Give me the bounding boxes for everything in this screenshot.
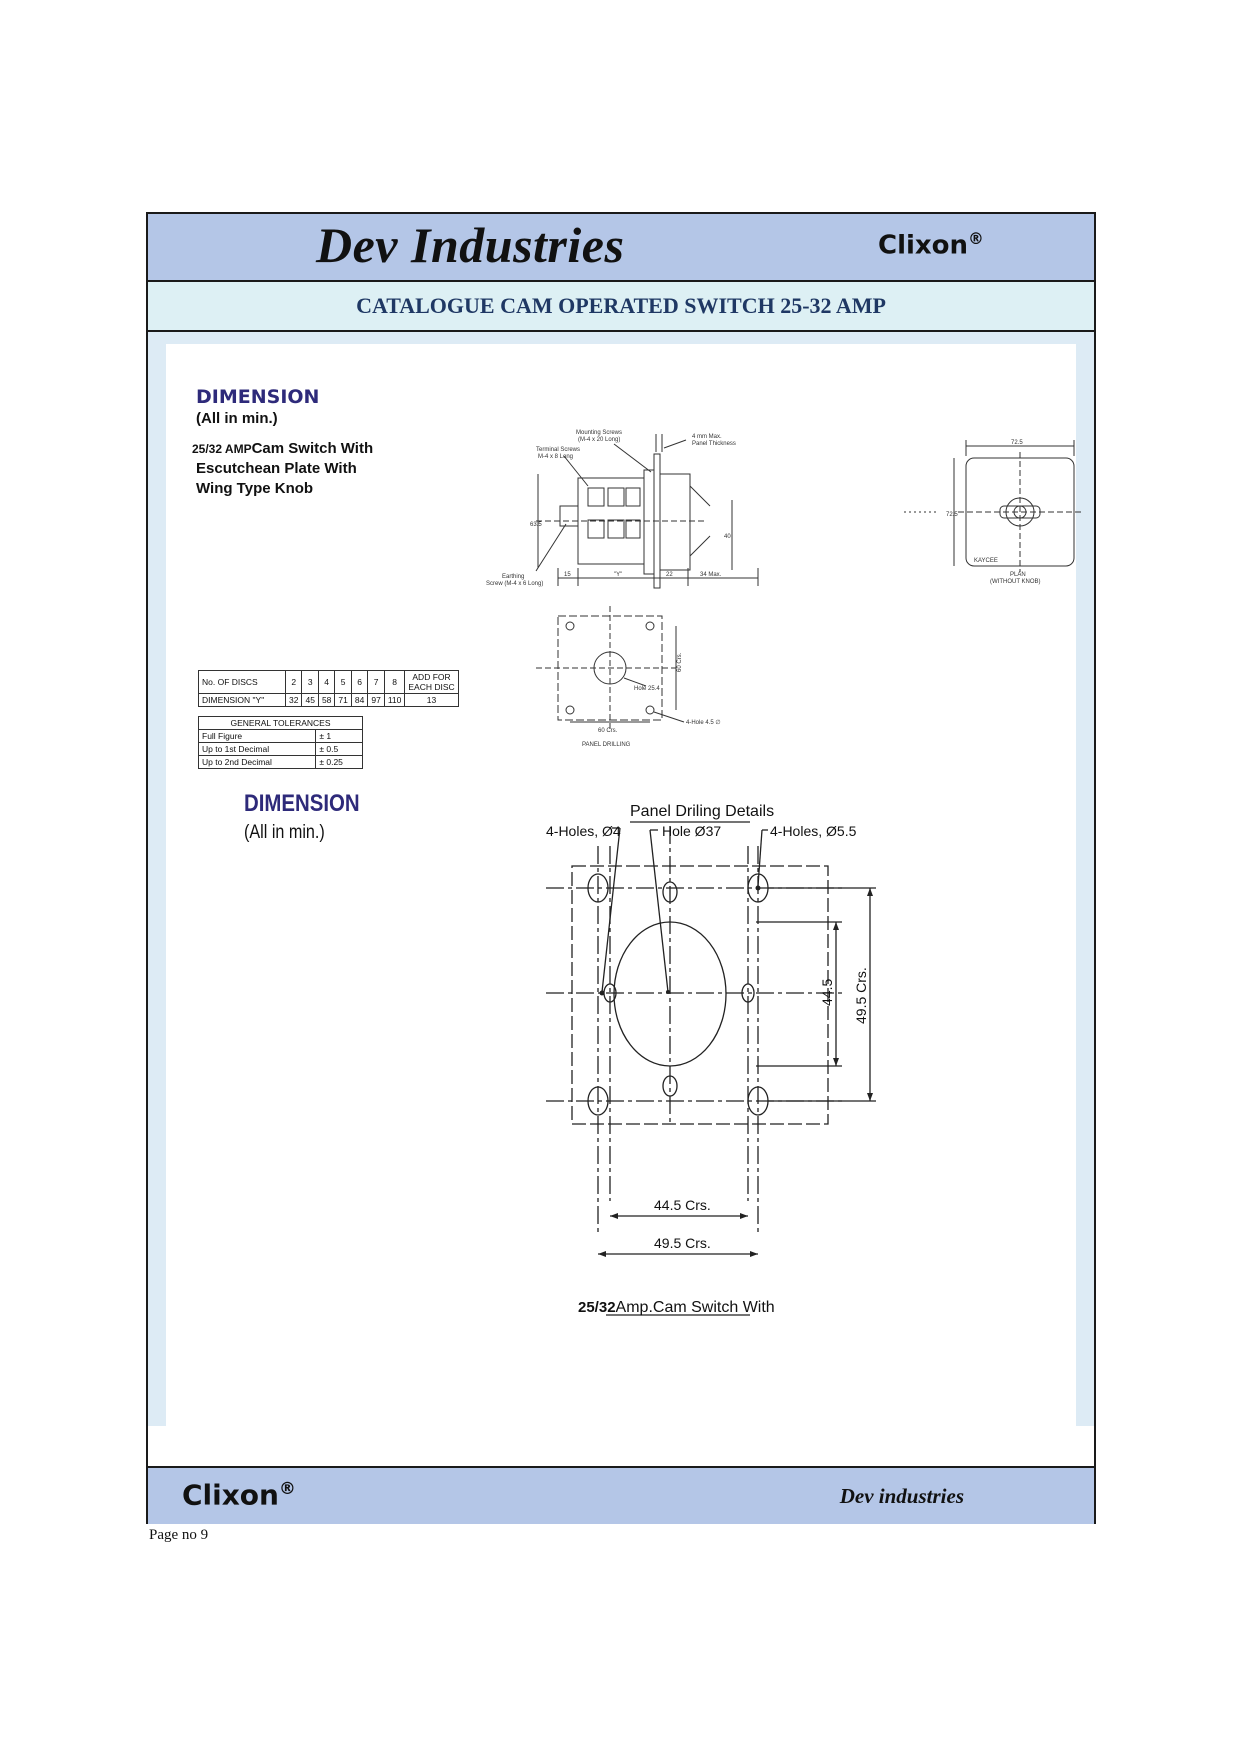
plan-sub: (WITHOUT KNOB) <box>990 579 1041 585</box>
dims-label: DIMENSION "Y" <box>199 694 286 707</box>
kaycee-label: KAYCEE <box>974 558 998 564</box>
terminal-label: Terminal Screws <box>536 447 581 453</box>
disc-cell: 5 <box>335 671 351 694</box>
section1-desc-line1 <box>192 440 373 457</box>
tolerance-value: ± 0.25 <box>316 756 363 769</box>
footer-company: Dev industries <box>839 1484 964 1508</box>
section2-heading: DIMENSION <box>244 790 360 817</box>
dim-cell: 71 <box>335 694 351 707</box>
drawing-caption <box>578 1299 775 1316</box>
disc-cell: 7 <box>368 671 384 694</box>
dim-cell: 45 <box>302 694 318 707</box>
tolerances-title: GENERAL TOLERANCES <box>199 717 363 730</box>
dim-15: 15 <box>564 572 571 578</box>
header-bar <box>148 214 1094 282</box>
tolerance-label: Full Figure <box>199 730 316 743</box>
holes-5-5-label: 4-Holes, Ø5.5 <box>770 823 857 839</box>
earthing-label: Earthing <box>502 574 525 580</box>
dim-y: "Y" <box>614 572 623 578</box>
vertical-44-5: 44.5 <box>819 978 835 1006</box>
holes-4-label: 4-Holes, Ø4 <box>546 823 621 839</box>
panel-thickness-label: Panel Thickness <box>692 441 736 447</box>
add-value: 13 <box>405 694 458 707</box>
catalogue-title: CATALOGUE CAM OPERATED SWITCH 25-32 AMP <box>356 293 886 318</box>
content-area <box>148 332 1094 1426</box>
mounting-label: Mounting Screws <box>576 430 623 436</box>
discs-label: No. OF DISCS <box>199 671 286 694</box>
registered-mark: ® <box>968 230 984 248</box>
content-panel <box>166 344 1076 1450</box>
dim-cell: 58 <box>318 694 334 707</box>
tolerance-label: Up to 2nd Decimal <box>199 756 316 769</box>
plan-label: PLAN <box>1010 572 1026 578</box>
hole-37-label: Hole Ø37 <box>662 823 722 839</box>
dim-72-5-side: 72.5 <box>946 512 958 518</box>
tolerance-row <box>199 730 363 743</box>
dim-40: 40 <box>724 534 731 540</box>
page-number: Page no 9 <box>149 1527 209 1543</box>
panel-drilling-title: Panel Driling Details <box>630 803 775 820</box>
hole-25-label: Hole 25.4 <box>634 686 660 692</box>
disc-cell: 6 <box>351 671 367 694</box>
crs-60-vertical: 60 Crs. <box>677 652 683 672</box>
dim-cell: 97 <box>368 694 384 707</box>
earthing-sub: Screw (M-4 x 6 Long) <box>486 581 544 587</box>
desc-amp: 25/32 AMP <box>192 442 252 456</box>
footer-bar <box>148 1466 1094 1524</box>
terminal-sub: M-4 x 8 Long <box>538 454 574 460</box>
section1-desc-line2: Escutchean Plate With <box>196 460 357 477</box>
discs-row <box>199 671 459 694</box>
brand-logo <box>878 230 984 261</box>
footer-registered-mark: ® <box>278 1478 296 1498</box>
tolerance-value: ± 1 <box>316 730 363 743</box>
disc-cell: 2 <box>286 671 302 694</box>
dim-cell: 110 <box>384 694 405 707</box>
tolerance-row <box>199 756 363 769</box>
add-label-1: ADD FOR <box>412 672 451 682</box>
tolerance-value: ± 0.5 <box>316 743 363 756</box>
caption-rest: Amp.Cam Switch With <box>615 1299 775 1316</box>
add-label <box>405 671 458 694</box>
mounting-sub: (M-4 x 20 Long) <box>578 437 621 443</box>
brand-name: Clixon <box>878 230 969 261</box>
horizontal-44-5-crs: 44.5 Crs. <box>654 1197 711 1213</box>
panel-drilling-details-drawing <box>546 796 886 1341</box>
add-label-2: EACH DISC <box>408 682 455 692</box>
dim-72-5-top: 72.5 <box>1011 440 1023 446</box>
disc-cell: 3 <box>302 671 318 694</box>
tolerance-label: Up to 1st Decimal <box>199 743 316 756</box>
section1-heading: DIMENSION <box>196 386 320 408</box>
disc-cell: 4 <box>318 671 334 694</box>
crs-60-horizontal: 60 Crs. <box>598 728 618 734</box>
footer-brand-name: Clixon <box>182 1478 279 1512</box>
dim-22: 22 <box>666 572 673 578</box>
dim-34max: 34 Max. <box>700 572 722 578</box>
section1-unit-note: (All in min.) <box>196 410 278 427</box>
company-title: Dev Industries <box>316 217 625 273</box>
footer-brand-logo <box>182 1478 296 1511</box>
panel-drilling-label: PANEL DRILLING <box>582 742 631 748</box>
page-frame <box>146 212 1096 1524</box>
hole-4-5-label: 4-Hole 4.5 ∅ <box>686 720 721 726</box>
panel-drilling-small <box>536 606 936 756</box>
horizontal-49-5-crs: 49.5 Crs. <box>654 1235 711 1251</box>
dims-row <box>199 694 459 707</box>
desc-rest: Cam Switch With <box>251 440 374 457</box>
disc-cell: 8 <box>384 671 405 694</box>
discs-table <box>198 670 459 707</box>
section1-desc-line3: Wing Type Knob <box>196 480 314 497</box>
caption-prefix: 25/32 <box>578 1299 616 1316</box>
catalogue-title-bar <box>148 282 1094 332</box>
tolerances-table <box>198 716 363 769</box>
mm-max-label: 4 mm Max. <box>692 434 722 440</box>
vertical-49-5-crs: 49.5 Crs. <box>853 967 869 1024</box>
dim-cell: 84 <box>351 694 367 707</box>
side-view-drawing <box>486 426 1076 596</box>
tolerance-row <box>199 743 363 756</box>
section2-unit-note: (All in min.) <box>244 822 325 843</box>
dim-cell: 32 <box>286 694 302 707</box>
dim-63-5: 63.5 <box>530 522 542 528</box>
